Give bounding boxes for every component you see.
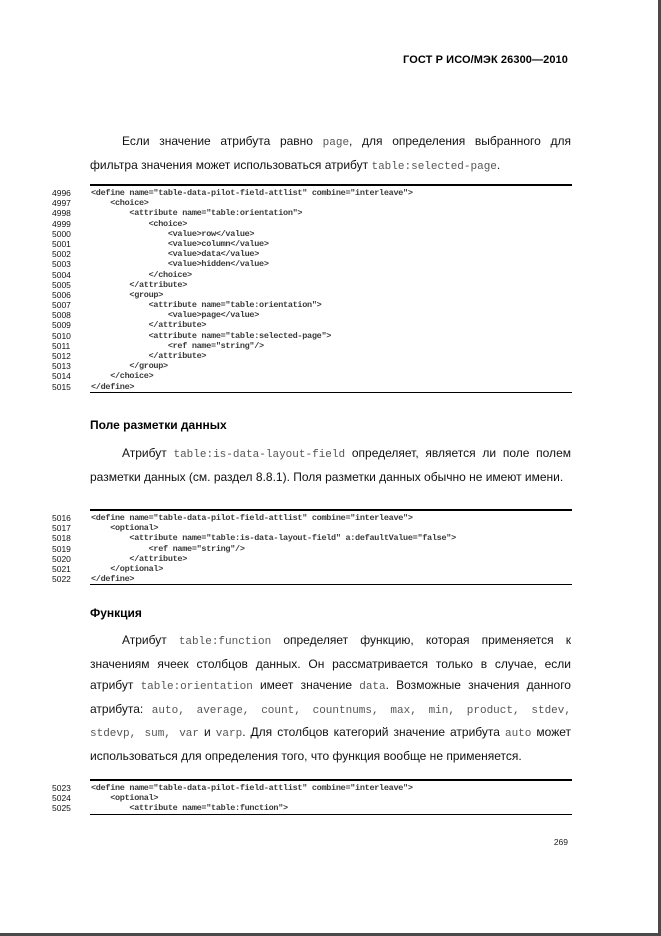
line-number: 5014 [52, 371, 71, 382]
inline-code: data [359, 681, 386, 693]
line-number: 5001 [52, 238, 71, 249]
code-line [52, 803, 572, 813]
code-text: <ref name="string"/> [91, 543, 245, 554]
code-line [52, 544, 572, 554]
intro-paragraph: Если значение атрибута равно page, для определения выбранного для фильтра значения может использоваться атрибут table:selected-page. [90, 134, 571, 173]
code-line [52, 331, 572, 341]
line-number: 4996 [52, 188, 71, 198]
code-text: <value>data</value> [91, 249, 260, 260]
line-number: 5006 [52, 289, 71, 300]
code-line [52, 523, 572, 533]
code-line [52, 533, 572, 543]
code-line [52, 249, 572, 259]
inline-code: table:is-data-layout-field [173, 449, 346, 461]
code-line [52, 310, 572, 320]
page-number: 269 [553, 837, 568, 847]
line-number: 5003 [52, 259, 71, 270]
code-text: <value>row</value> [91, 228, 255, 239]
code-text: <choice> [91, 198, 149, 209]
code-line [52, 198, 572, 208]
inline-code: auto, average, count, countnums, max, min, product, stdev, stdevp, sum, var [90, 704, 571, 740]
line-number: 5019 [52, 543, 71, 554]
document-header: ГОСТ Р ИСО/МЭК 26300—2010 [403, 54, 568, 66]
line-number: 5021 [52, 563, 71, 574]
line-number: 5000 [52, 228, 71, 239]
line-number: 5022 [52, 574, 71, 585]
line-number: 5018 [52, 533, 71, 544]
code-text: <value>column</value> [91, 238, 269, 249]
line-number: 5010 [52, 330, 71, 341]
code-text: <value>hidden</value> [91, 259, 269, 270]
code-block-bottom-rule [90, 392, 572, 393]
code-line [52, 371, 572, 381]
code-text: </choice> [91, 269, 192, 280]
code-line [52, 270, 572, 280]
code-line [52, 290, 572, 300]
code-line [52, 351, 572, 361]
code-line [52, 300, 572, 310]
code-line [52, 382, 572, 392]
code-text: </choice> [91, 371, 154, 382]
code-line [52, 513, 572, 523]
inline-code: table:selected-page [371, 160, 497, 173]
code-block-2 [52, 509, 572, 585]
code-text: <attribute name="table:function"> [91, 803, 288, 814]
code-block-3 [52, 779, 572, 815]
code-line [52, 280, 572, 290]
code-text: </attribute> [91, 553, 188, 564]
code-line [52, 554, 572, 564]
inline-code: table:orientation [140, 681, 253, 693]
line-number: 5005 [52, 279, 71, 290]
code-text: <attribute name="table:orientation"> [91, 300, 322, 311]
inline-code: page [322, 137, 350, 149]
data-layout-field-paragraph: Атрибут table:is-data-layout-field определяет, является ли поле полем разметки данных (см. раздел 8.8.1). Поля разметки данных обычно не имеют имени. [90, 446, 571, 484]
code-text: </define> [91, 381, 135, 392]
line-number: 4998 [52, 208, 71, 219]
code-block-1 [52, 184, 572, 393]
code-text: </attribute> [91, 351, 207, 361]
line-number: 5020 [52, 553, 71, 564]
line-number: 5011 [52, 340, 71, 351]
line-number: 5016 [52, 513, 71, 523]
line-number: 5024 [52, 793, 71, 804]
code-text: <optional> [91, 793, 159, 804]
code-text: </define> [91, 574, 135, 585]
line-number: 4999 [52, 218, 71, 229]
code-line [52, 219, 572, 229]
code-line [52, 341, 572, 351]
line-number: 5007 [52, 300, 71, 311]
function-paragraph: Атрибут table:function определяет функцию, которая применяется к значениям ячеек столбцов данных. Он рассматривается только в случае, если атрибут table:orientation имеет значение data. Возможные значения данного атрибута: auto, average, count, countnums, max, min, product, stdev, stdevp, sum, var и varp. Для столбцов категорий значение атрибута auto может использоваться для определения того, что функция вообще не применяется. [90, 633, 572, 763]
line-number: 5023 [52, 783, 71, 793]
code-line [52, 208, 572, 218]
code-text: </group> [91, 361, 168, 372]
code-text: <optional> [91, 523, 159, 534]
code-line [52, 564, 572, 574]
code-line [52, 361, 572, 371]
line-number: 5012 [52, 351, 71, 361]
code-text: <define name="table-data-pilot-field-attlist" combine="interleave"> [91, 513, 413, 523]
code-line [52, 229, 572, 239]
code-block-bottom-rule [90, 814, 572, 815]
code-text: <attribute name="table:orientation"> [91, 208, 303, 219]
line-number: 5025 [52, 803, 71, 814]
code-line [52, 259, 572, 269]
code-text: <ref name="string"/> [91, 340, 264, 351]
line-number: 5017 [52, 523, 71, 534]
code-text: </optional> [91, 563, 164, 574]
code-text: <define name="table-data-pilot-field-attlist" combine="interleave"> [91, 188, 413, 198]
code-line [52, 574, 572, 584]
section-heading-function: Функция [90, 606, 142, 620]
inline-code: auto [504, 728, 532, 740]
code-text: <define name="table-data-pilot-field-attlist" combine="interleave"> [91, 783, 413, 793]
code-text: <attribute name="table:is-data-layout-field" a:defaultValue="false"> [91, 533, 456, 544]
code-text: <attribute name="table:selected-page"> [91, 330, 332, 341]
line-number: 5004 [52, 269, 71, 280]
line-number: 5008 [52, 310, 71, 321]
code-line [52, 239, 572, 249]
line-number: 5009 [52, 320, 71, 331]
code-text: <group> [91, 289, 164, 300]
line-number: 5013 [52, 361, 71, 372]
code-text: </attribute> [91, 320, 207, 331]
line-number: 5002 [52, 249, 71, 260]
inline-code: table:function [178, 636, 272, 648]
section-heading-data-layout-field: Поле разметки данных [90, 418, 227, 432]
code-line [52, 188, 572, 198]
code-line [52, 793, 572, 803]
code-block-bottom-rule [90, 584, 572, 585]
code-text: <value>page</value> [91, 310, 260, 321]
code-line [52, 320, 572, 330]
line-number: 5015 [52, 381, 71, 392]
inline-code: varp [215, 728, 243, 740]
code-line [52, 783, 572, 793]
line-number: 4997 [52, 198, 71, 209]
code-text: </attribute> [91, 279, 188, 290]
code-text: <choice> [91, 218, 188, 229]
